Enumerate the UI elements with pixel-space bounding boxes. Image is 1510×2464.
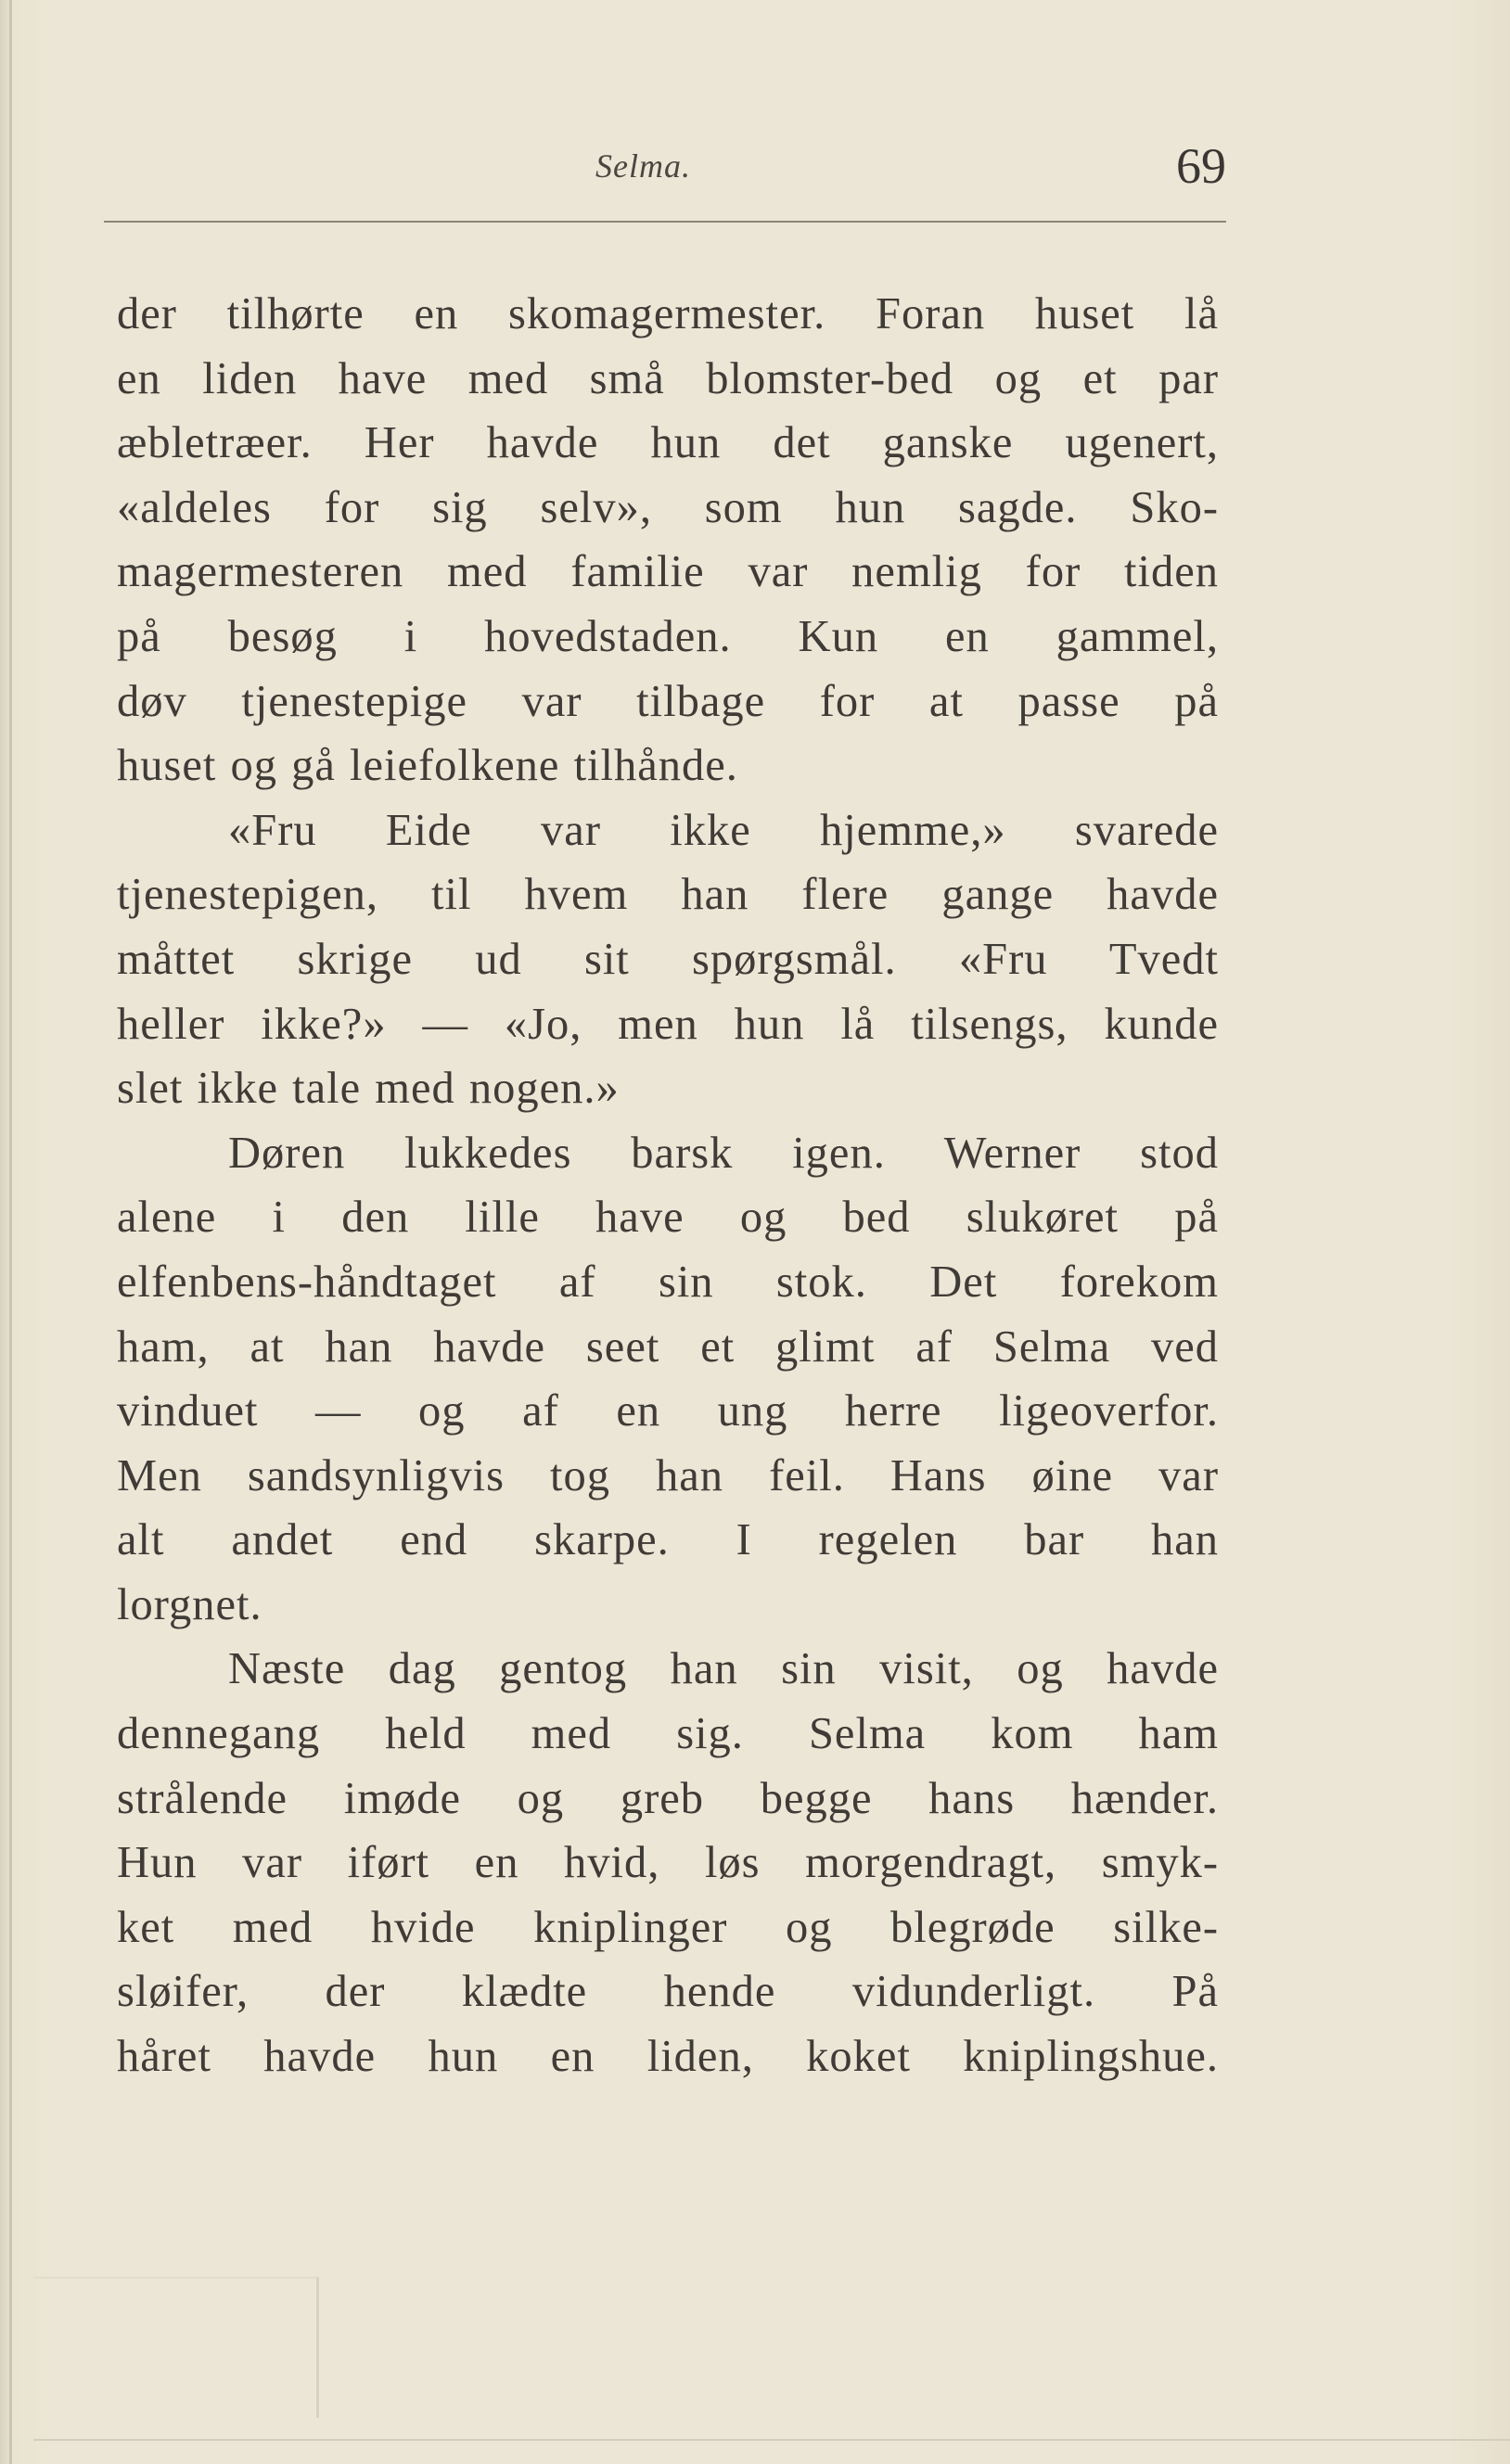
text-line: sløifer, der klædte hende vidunderligt. På xyxy=(117,1967,1219,2017)
text-line: alt andet end skarpe. I regelen bar han xyxy=(117,1515,1219,1565)
text-line: dennegang held med sig. Selma kom ham xyxy=(117,1709,1219,1759)
text-line: Hun var iført en hvid, løs morgendragt, smyk- xyxy=(117,1838,1219,1888)
page-header xyxy=(104,137,1226,211)
text-line: æbletræer. Her havde hun det ganske ugenert, xyxy=(117,418,1219,468)
text-line: døv tjenestepige var tilbage for at passe på xyxy=(117,676,1219,726)
text-line: vinduet — og af en ung herre ligeoverfor. xyxy=(117,1386,1219,1436)
text-line: slet ikke tale med nogen.» xyxy=(117,1064,620,1114)
running-title: Selma. xyxy=(595,147,691,185)
text-line: tjenestepigen, til hvem han flere gange havde xyxy=(117,870,1219,920)
text-line: heller ikke?» — «Jo, men hun lå tilsengs, kunde xyxy=(117,999,1219,1049)
header-rule xyxy=(104,221,1226,223)
text-line: Døren lukkedes barsk igen. Werner stod xyxy=(228,1128,1219,1178)
text-line: måttet skrige ud sit spørgsmål. «Fru Tvedt xyxy=(117,934,1219,984)
text-line: ket med hvide kniplinger og blegrøde silke- xyxy=(117,1902,1219,1952)
text-line: «aldeles for sig selv», som hun sagde. Sko- xyxy=(117,482,1219,532)
text-line: håret havde hun en liden, koket kniplingshue. xyxy=(117,2032,1219,2082)
text-line: «Fru Eide var ikke hjemme,» svarede xyxy=(228,805,1219,855)
body-text xyxy=(117,282,1219,2089)
scan-margin-mark xyxy=(33,2277,319,2418)
text-line: magermesteren med familie var nemlig for tiden xyxy=(117,547,1219,597)
text-line: ham, at han havde seet et glimt af Selma ved xyxy=(117,1321,1219,1372)
text-line: Men sandsynligvis tog han feil. Hans øine var xyxy=(117,1450,1219,1500)
text-line: en liden have med små blomster-bed og et par xyxy=(117,353,1219,403)
text-line: der tilhørte en skomagermester. Foran huset lå xyxy=(117,289,1219,338)
page-spine-edge xyxy=(9,0,12,2464)
page-number: 69 xyxy=(1176,138,1226,194)
text-line: alene i den lille have og bed slukøret på xyxy=(117,1193,1219,1243)
text-line: elfenbens-håndtaget af sin stok. Det forekom xyxy=(117,1257,1219,1307)
text-line: strålende imøde og greb begge hans hænder. xyxy=(117,1773,1219,1823)
text-line: huset og gå leiefolkene tilhånde. xyxy=(117,741,738,791)
text-line: Næste dag gentog han sin visit, og havde xyxy=(228,1644,1219,1694)
scan-bottom-edge xyxy=(33,2439,1510,2441)
text-line: lorgnet. xyxy=(117,1579,262,1629)
text-line: på besøg i hovedstaden. Kun en gammel, xyxy=(117,611,1219,661)
